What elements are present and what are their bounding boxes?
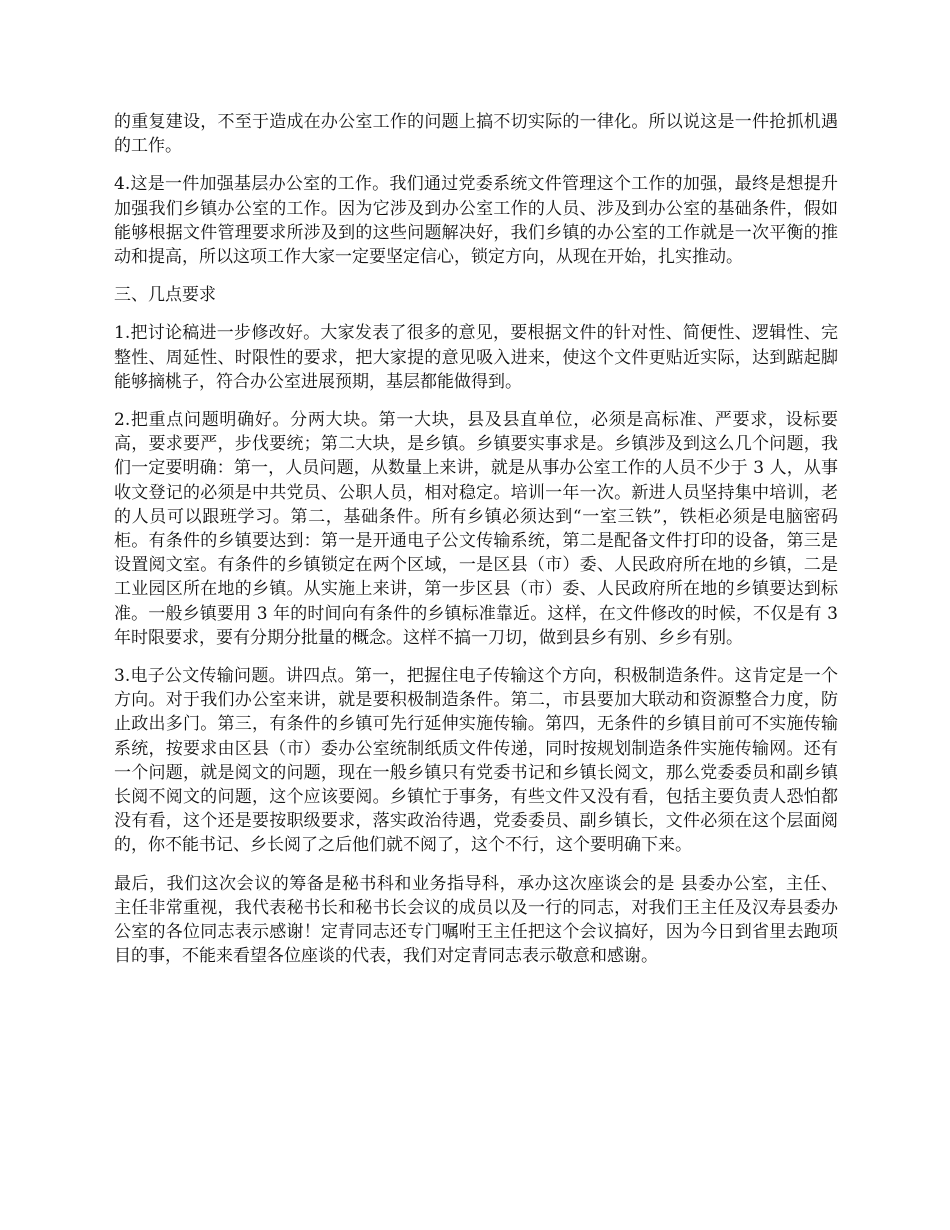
- paragraph-closing: 最后，我们这次会议的筹备是秘书科和业务指导科，承办这次座谈会的是 县委办公室，主任、 主任非常重视，我代表秘书长和秘书长会议的成员以及一行的同志，对我们王主任及汉寿县委办公室的各位同志表示感谢！定青同志还专门嘱咐王主任把这个会议搞好，因为今日到省里去跑项目的事，不能来看望各位座谈的代表，我们对定青同志表示敬意和感谢。: [114, 873, 838, 967]
- section-heading-requirements: 三、几点要求: [114, 285, 216, 306]
- paragraph-requirement-3: 3.电子公文传输问题。讲四点。第一，把握住电子传输这个方向，积极制造条件。这肯定是一个方向。对于我们办公室来讲，就是要积极制造条件。第二，市县要加大联动和资源整合力度，防止政出多门。第三，有条件的乡镇可先行延伸实施传输。第四，无条件的乡镇目前可不实施传输系统，按要求由区县（市）委办公室统制纸质文件传递，同时按规划制造条件实施传输网。还有一个问题，就是阅文的问题，现在一般乡镇只有党委书记和乡镇长阅文，那么党委委员和副乡镇长阅不阅文的问题，这个应该要阅。乡镇忙于事务，有些文件又没有看，包括主要负责人恐怕都没有看，这个还是要按职级要求，落实政治待遇，党委委员、副乡镇长，文件必须在这个层面阅的，你不能书记、乡长阅了之后他们就不阅了，这个不行，这个要明确下来。: [114, 666, 838, 856]
- paragraph-requirement-1: 1.把讨论稿进一步修改好。大家发表了很多的意见，要根据文件的针对性、简便性、逻辑性、完整性、周延性、时限性的要求，把大家提的意见吸入进来，使这个文件更贴近实际，达到踮起脚能够摘桃子，符合办公室进展预期，基层都能做得到。: [114, 323, 838, 392]
- paragraph-requirement-2: 2.把重点问题明确好。分两大块。第一大块，县及县直单位，必须是高标准、严要求，设标要高，要求要严，步伐要统；第二大块，是乡镇。乡镇要实事求是。乡镇涉及到这么几个问题，我们一定要明确：第一，人员问题，从数量上来讲，就是从事办公室工作的人员不少于 3 人，从事收文登记的必须是中共党员、公职人员，相对稳定。培训一年一次。新进人员坚持集中培训，老的人员可以跟班学习。第二，基础条件。所有乡镇必须达到“一室三铁”，铁柜必须是电脑密码柜。有条件的乡镇要达到：第一是开通电子公文传输系统，第二是配备文件打印的设备，第三是设置阅文室。有条件的乡镇锁定在两个区域，一是区县（市）委、人民政府所在地的乡镇，二是工业园区所在地的乡镇。从实施上来讲，第一步区县（市）委、人民政府所在地的乡镇要达到标准。一般乡镇要用 3 年的时间向有条件的乡镇标准靠近。这样，在文件修改的时候，不仅是有 3 年时限要求，要有分期分批量的概念。这样不搞一刀切，做到县乡有别、乡乡有别。: [114, 410, 838, 648]
- document-page: [114, 110, 838, 983]
- paragraph-point-4: 4.这是一件加强基层办公室的工作。我们通过党委系统文件管理这个工作的加强，最终是想提升加强我们乡镇办公室的工作。因为它涉及到办公室工作的人员、涉及到办公室的基础条件，假如能够根据文件管理要求所涉及到的这些问题解决好，我们乡镇的办公室的工作就是一次平衡的推动和提高，所以这项工作大家一定要坚定信心，锁定方向，从现在开始，扎实推动。: [114, 174, 838, 268]
- paragraph-continuation: 的重复建设，不至于造成在办公室工作的问题上搞不切实际的一律化。所以说这是一件抢抓机遇的工作。: [114, 112, 838, 157]
